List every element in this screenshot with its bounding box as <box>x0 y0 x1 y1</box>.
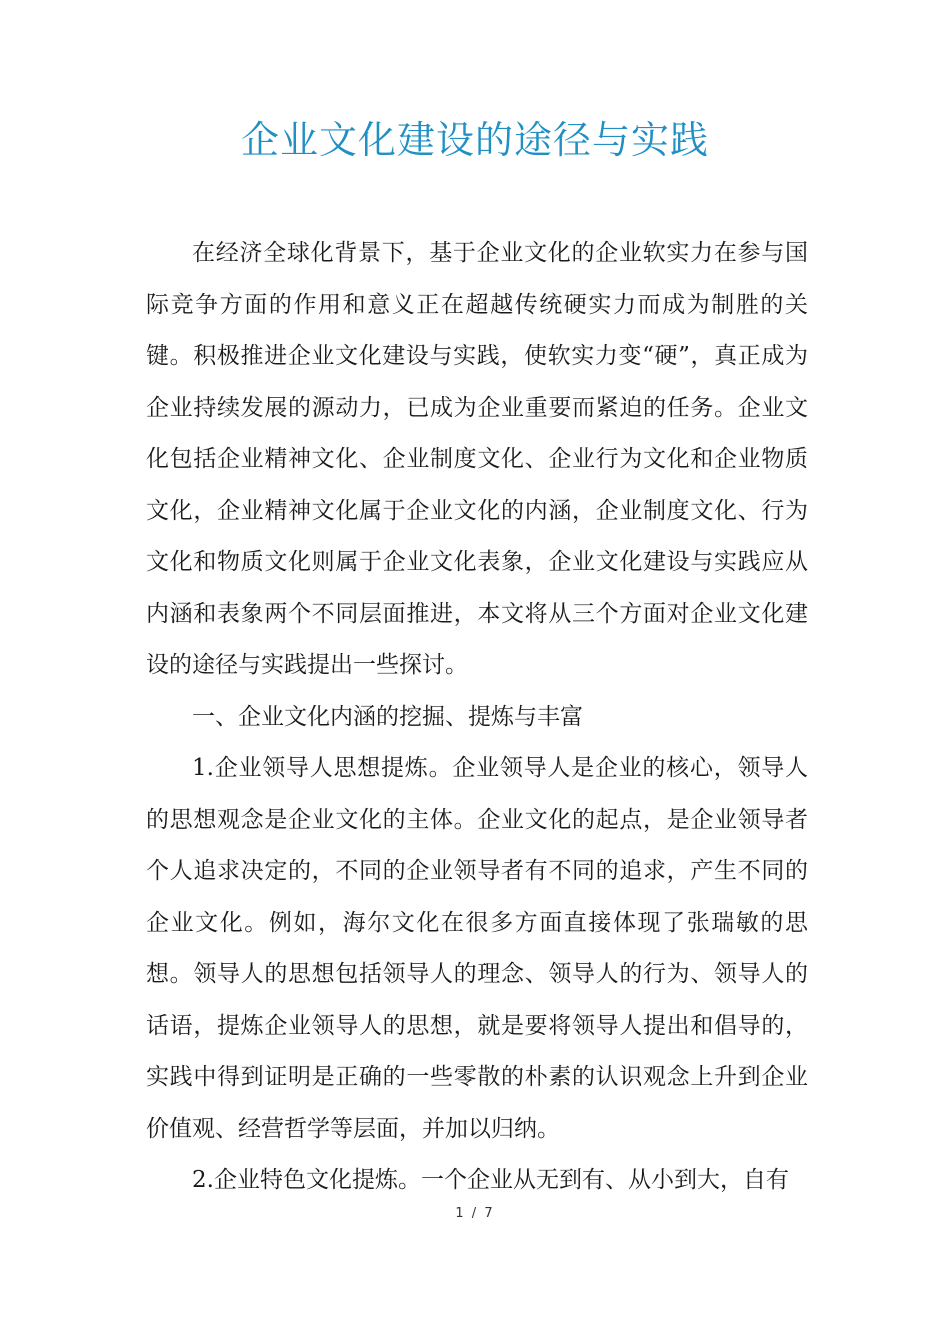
body-paragraph: 2.企业特色文化提炼。一个企业从无到有、从小到大，自有 <box>192 1167 789 1193</box>
document-body <box>146 228 808 1207</box>
section-heading: 一、企业文化内涵的挖掘、提炼与丰富 <box>192 703 583 730</box>
document-title: 企业文化建设的途径与实践 <box>240 118 709 162</box>
intro-paragraph: 在经济全球化背景下，基于企业文化的企业软实力在参与国际竞争方面的作用和意义正在超越传统硬实力而成为制胜的关键。积极推进企业文化建设与实践，使软实力变“硬”，真正成为企业持续发展的源动力，已成为企业重要而紧迫的任务。企业文化包括企业精神文化、企业制度文化、企业行为文化和企业物质文化，企业精神文化属于企业文化的内涵，企业制度文化、行为文化和物质文化则属于企业文化表象，企业文化建设与实践应从内涵和表象两个不同层面推进，本文将从三个方面对企业文化建设的途径与实践提出一些探讨。 <box>146 240 808 678</box>
body-paragraph: 1.企业领导人思想提炼。企业领导人是企业的核心，领导人的思想观念是企业文化的主体。企业文化的起点，是企业领导者个人追求决定的，不同的企业领导者有不同的追求，产生不同的企业文化。例如，海尔文化在很多方面直接体现了张瑞敏的思想。领导人的思想包括领导人的理念、领导人的行为、领导人的话语，提炼企业领导人的思想，就是要将领导人提出和倡导的，实践中得到证明是正确的一些零散的朴素的认识观念上升到企业价值观、经营哲学等层面，并加以归纳。 <box>146 755 808 1142</box>
page-number: 1 / 7 <box>455 1206 495 1221</box>
